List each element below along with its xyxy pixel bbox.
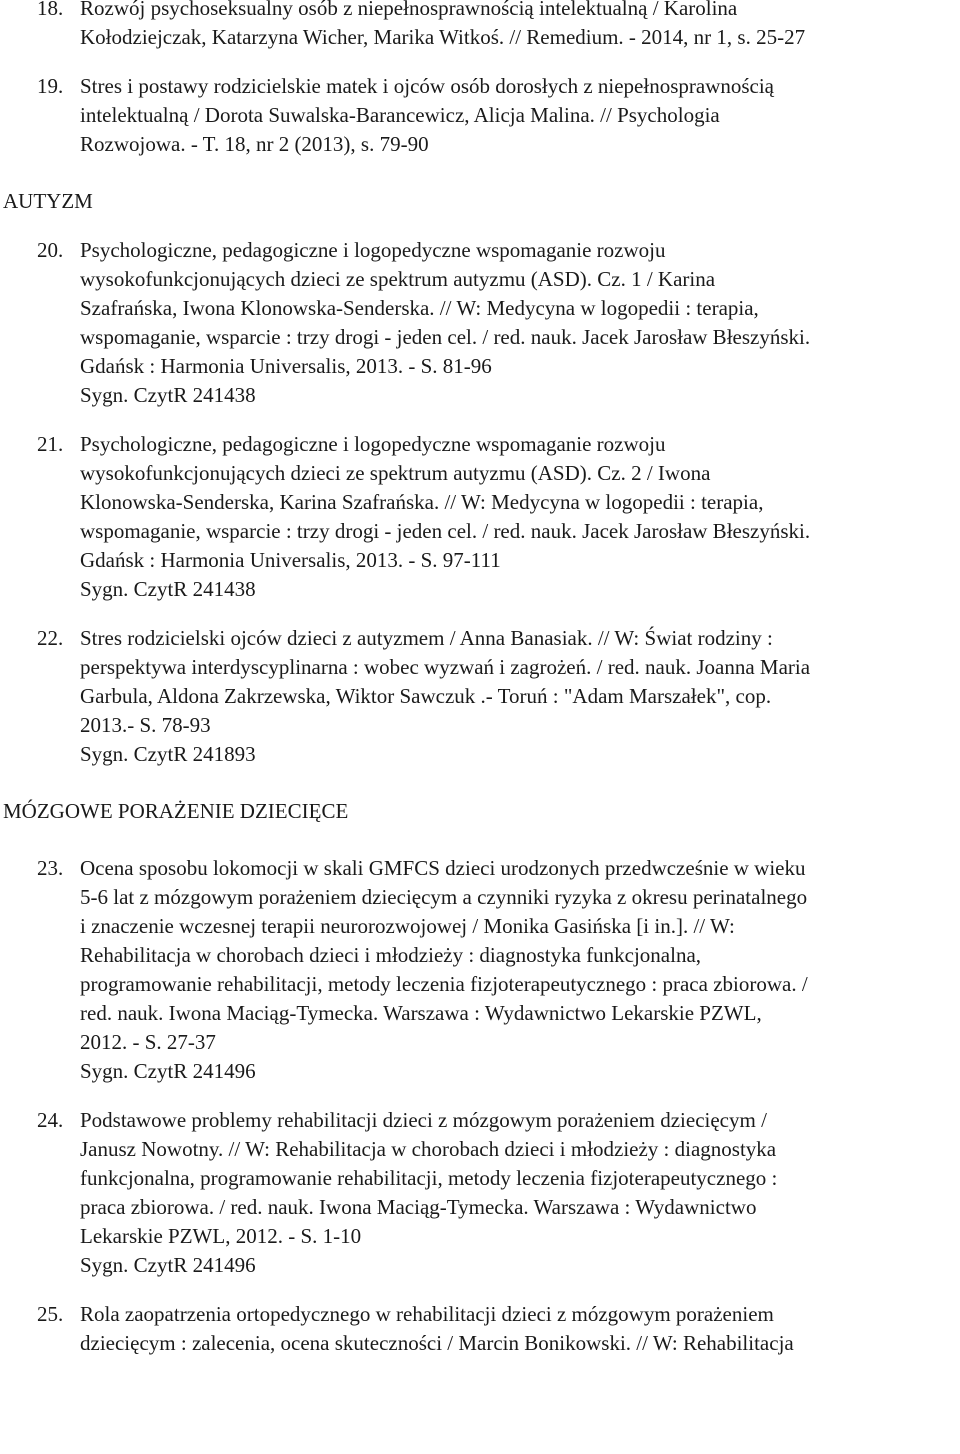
entry-number: 23. xyxy=(37,856,64,880)
bibliography-entry-23 xyxy=(0,854,960,1086)
entry-line: Gdańsk : Harmonia Universalis, 2013. - S. 81-96 xyxy=(80,354,492,378)
entry-line: perspektywa interdyscyplinarna : wobec wyzwań i zagrożeń. / red. nauk. Joanna Maria xyxy=(80,655,811,679)
entry-line: Psychologiczne, pedagogiczne i logopedyczne wspomaganie rozwoju xyxy=(80,432,666,456)
bibliography-entry-22 xyxy=(0,624,960,769)
section-heading-mpd: MÓZGOWE PORAŻENIE DZIECIĘCE xyxy=(3,799,349,823)
entry-line: Szafrańska, Iwona Klonowska-Senderska. // W: Medycyna w logopedii : terapia, xyxy=(80,296,759,320)
entry-shelfmark: Sygn. CzytR 241438 xyxy=(80,383,256,407)
entry-line: Podstawowe problemy rehabilitacji dzieci z mózgowym porażeniem dziecięcym / xyxy=(80,1108,767,1132)
bibliography-entry-18 xyxy=(0,0,960,52)
entry-number: 25. xyxy=(37,1302,64,1326)
entry-line: praca zbiorowa. / red. nauk. Iwona Maciąg-Tymecka. Warszawa : Wydawnictwo xyxy=(80,1195,757,1219)
entry-shelfmark: Sygn. CzytR 241496 xyxy=(80,1059,256,1083)
entry-line: Rola zaopatrzenia ortopedycznego w rehabilitacji dzieci z mózgowym porażeniem xyxy=(80,1302,774,1326)
bibliography-entry-21 xyxy=(0,430,960,604)
entry-line: Psychologiczne, pedagogiczne i logopedyczne wspomaganie rozwoju xyxy=(80,238,666,262)
entry-line: Rozwojowa. - T. 18, nr 2 (2013), s. 79-90 xyxy=(80,132,429,156)
entry-number: 21. xyxy=(37,432,64,456)
entry-line: 2012. - S. 27-37 xyxy=(80,1030,216,1054)
entry-line: Gdańsk : Harmonia Universalis, 2013. - S. 97-111 xyxy=(80,548,501,572)
entry-line: wysokofunkcjonujących dzieci ze spektrum autyzmu (ASD). Cz. 2 / Iwona xyxy=(80,461,711,485)
bibliography-entry-19 xyxy=(0,72,960,159)
entry-line: Ocena sposobu lokomocji w skali GMFCS dzieci urodzonych przedwcześnie w wieku xyxy=(80,856,806,880)
entry-line: 2013.- S. 78-93 xyxy=(80,713,211,737)
entry-line: Rozwój psychoseksualny osób z niepełnosprawnością intelektualną / Karolina xyxy=(80,0,738,20)
entry-shelfmark: Sygn. CzytR 241893 xyxy=(80,742,256,766)
entry-number: 19. xyxy=(37,74,64,98)
entry-shelfmark: Sygn. CzytR 241438 xyxy=(80,577,256,601)
entry-line: 5-6 lat z mózgowym porażeniem dziecięcym a czynniki ryzyka z okresu perinatalnego xyxy=(80,885,808,909)
section-heading-autyzm: AUTYZM xyxy=(3,189,93,213)
entry-line: Stres rodzicielski ojców dzieci z autyzmem / Anna Banasiak. // W: Świat rodziny : xyxy=(80,626,773,650)
entry-line: wspomaganie, wsparcie : trzy drogi - jeden cel. / red. nauk. Jacek Jarosław Błeszyński. xyxy=(80,519,811,543)
entry-line: programowanie rehabilitacji, metody leczenia fizjoterapeutycznego : praca zbiorowa. / xyxy=(80,972,808,996)
entry-line: Janusz Nowotny. // W: Rehabilitacja w chorobach dzieci i młodzieży : diagnostyka xyxy=(80,1137,777,1161)
entry-line: Kołodziejczak, Katarzyna Wicher, Marika Witkoś. // Remedium. - 2014, nr 1, s. 25-27 xyxy=(80,25,806,49)
entry-line: i znaczenie wczesnej terapii neurorozwojowej / Monika Gasińska [i in.]. // W: xyxy=(80,914,735,938)
bibliography-entry-25 xyxy=(0,1300,960,1358)
bibliography-entry-20 xyxy=(0,236,960,410)
entry-number: 18. xyxy=(37,0,64,20)
entry-number: 22. xyxy=(37,626,64,650)
entry-line: Rehabilitacja w chorobach dzieci i młodzieży : diagnostyka funkcjonalna, xyxy=(80,943,702,967)
entry-line: intelektualną / Dorota Suwalska-Barancewicz, Alicja Malina. // Psychologia xyxy=(80,103,720,127)
entry-line: Stres i postawy rodzicielskie matek i ojców osób dorosłych z niepełnosprawnością xyxy=(80,74,775,98)
entry-line: funkcjonalna, programowanie rehabilitacji, metody leczenia fizjoterapeutycznego : xyxy=(80,1166,778,1190)
bibliography-entry-24 xyxy=(0,1106,960,1280)
entry-line: Klonowska-Senderska, Karina Szafrańska. // W: Medycyna w logopedii : terapia, xyxy=(80,490,764,514)
entry-shelfmark: Sygn. CzytR 241496 xyxy=(80,1253,256,1277)
entry-number: 20. xyxy=(37,238,64,262)
entry-line: red. nauk. Iwona Maciąg-Tymecka. Warszawa : Wydawnictwo Lekarskie PZWL, xyxy=(80,1001,762,1025)
entry-line: dziecięcym : zalecenia, ocena skuteczności / Marcin Bonikowski. // W: Rehabilitacja xyxy=(80,1331,794,1355)
entry-line: wysokofunkcjonujących dzieci ze spektrum autyzmu (ASD). Cz. 1 / Karina xyxy=(80,267,716,291)
entry-number: 24. xyxy=(37,1108,64,1132)
entry-line: Lekarskie PZWL, 2012. - S. 1-10 xyxy=(80,1224,362,1248)
entry-line: Garbula, Aldona Zakrzewska, Wiktor Sawczuk .- Toruń : "Adam Marszałek", cop. xyxy=(80,684,772,708)
entry-line: wspomaganie, wsparcie : trzy drogi - jeden cel. / red. nauk. Jacek Jarosław Błeszyński. xyxy=(80,325,811,349)
